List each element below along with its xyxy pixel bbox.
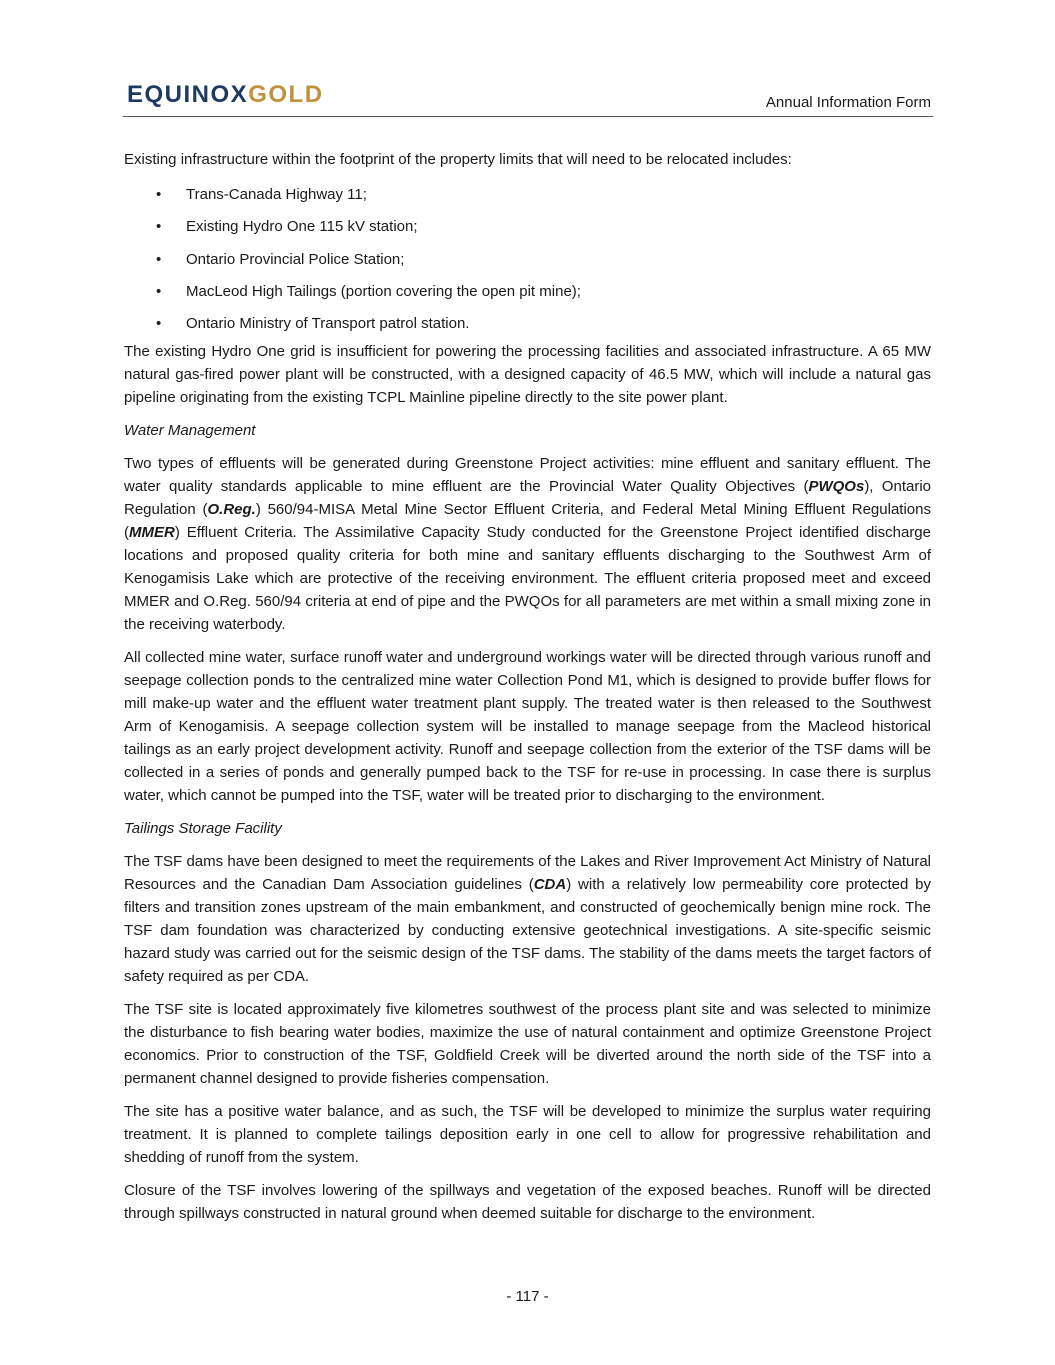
relocation-list: [124, 183, 931, 340]
intro-paragraph: Existing infrastructure within the footprint of the property limits that will need to be relocated includes:: [124, 151, 792, 168]
page-content: [124, 148, 931, 1235]
list-item: • Ontario Ministry of Transport patrol station.: [124, 312, 931, 340]
collected-water-paragraph: All collected mine water, surface runoff water and underground workings water will be directed through various runoff and seepage collection ponds to the centralized mine water Collection Pond M1, which is designed to provide buffer flows for mill make-up water and the effluent water treatment plant supply. The treated water is then released to the Southwest Arm of Kenogamisis. A seepage collection system will be installed to manage seepage from the Macleod historical tailings as an early project development activity. Runoff and seepage collection from the exterior of the TSF dams will be collected in a series of ponds and generally pumped back to the TSF for re-use in processing. In case there is surplus water, which cannot be pumped into the TSF, water will be treated prior to discharging to the environment.: [124, 649, 931, 805]
bullet-icon: •: [156, 282, 162, 300]
bullet-icon: •: [156, 218, 162, 236]
document-title: Annual Information Form: [765, 94, 931, 111]
bullet-icon: •: [156, 250, 162, 268]
list-item: • Existing Hydro One 115 kV station;: [124, 215, 931, 247]
water-management-heading: Water Management: [124, 422, 256, 440]
effluent-paragraph: Two types of effluents will be generated during Greenstone Project activities: mine effluent and sanitary effluent. The water quality standards applicable to mine effluent are the Provincial Water Quality Objectives (PWQOs), Ontario Regulation (O.Reg.) 560/94-MISA Metal Mine Sector Effluent Criteria, and Federal Metal Mining Effluent Regulations (MMER) Effluent Criteria. The Assimilative Capacity Study conducted for the Greenstone Project identified discharge locations and proposed quality criteria for both mine and sanitary effluents discharging to the Southwest Arm of Kenogamisis Lake which are protective of the receiving environment. The effluent criteria proposed meet and exceed MMER and O.Reg. 560/94 criteria at end of pipe and the PWQOs for all parameters are met within a small mixing zone in the receiving waterbody.: [124, 455, 931, 634]
list-item: • MacLeod High Tailings (portion covering the open pit mine);: [124, 280, 931, 312]
tsf-dams-paragraph: The TSF dams have been designed to meet the requirements of the Lakes and River Improvement Act Ministry of Natural Resources and the Canadian Dam Association guidelines (CDA) with a relatively low permeability core protected by filters and transition zones upstream of the main embankment, and constructed of geochemically benign mine rock. The TSF dam foundation was characterized by conducting extensive geotechnical investigations. A site-specific seismic hazard study was carried out for the seismic design of the TSF dams. The stability of the dams meets the target factors of safety required as per CDA.: [124, 853, 932, 986]
tailings-heading: Tailings Storage Facility: [124, 820, 282, 838]
power-paragraph: The existing Hydro One grid is insufficient for powering the processing facilities and associated infrastructure. A 65 MW natural gas-fired power plant will be constructed, with a designed capacity of 46.5 MW, which will include a natural gas pipeline originating from the existing TCPL Mainline pipeline directly to the site power plant.: [124, 343, 931, 407]
bullet-icon: •: [156, 186, 162, 203]
page-number: - 117 -: [506, 1288, 549, 1305]
closure-paragraph: Closure of the TSF involves lowering of the spillways and vegetation of the exposed beaches. Runoff will be directed through spillways constructed in natural ground when deemed suitable for discharge to the environment.: [124, 1182, 931, 1223]
equinox-gold-logo: EQUINOXGOLD: [127, 81, 324, 108]
water-balance-paragraph: The site has a positive water balance, and as such, the TSF will be developed to minimize the surplus water requiring treatment. It is planned to complete tailings deposition early in one cell to allow for progressive rehabilitation and shedding of runoff from the system.: [124, 1103, 931, 1167]
list-item: • Ontario Provincial Police Station;: [124, 248, 931, 280]
page-header: [123, 78, 933, 117]
tsf-site-paragraph: The TSF site is located approximately five kilometres southwest of the process plant site and was selected to minimize the disturbance to fish bearing water bodies, maximize the use of natural containment and optimize Greenstone Project economics. Prior to construction of the TSF, Goldfield Creek will be diverted around the north side of the TSF into a permanent channel designed to provide fisheries compensation.: [124, 1001, 931, 1088]
bullet-icon: •: [156, 315, 162, 333]
list-item: • Trans-Canada Highway 11;: [124, 183, 931, 215]
